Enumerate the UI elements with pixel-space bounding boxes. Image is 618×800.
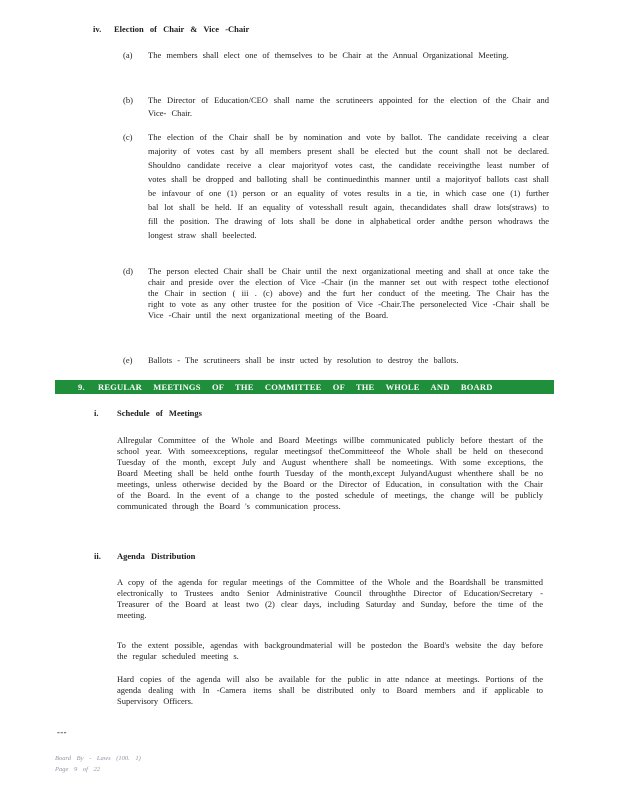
agenda-paragraph-2: To the extent possible, agendas with backgroundmaterial will be postedon the Board's website the day before the regular scheduled meeting s.: [117, 640, 543, 661]
section-iv-heading: [93, 24, 249, 34]
list-item-b-text: The Director of Education/CEO shall name the scrutineers appointed for the election of the Chair and Vice- Chair.: [148, 95, 549, 118]
section-9-header-bar: [55, 380, 554, 394]
list-item-e: [123, 355, 549, 366]
section-iv-number: iv.: [93, 24, 102, 34]
agenda-paragraph-1: A copy of the agenda for regular meetings of the Committee of the Whole and the Boardshall be transmitted electronically to Trustees andto Senior Administrative Council throughthe Director of Education/Secretary -Treasurer of the Board at least two (2) clear days, including Saturday and Sunday, before the time of the meeting.: [117, 577, 543, 620]
list-item-b-label: (b): [123, 95, 133, 105]
list-item-e-text: Ballots - The scrutineers shall be instr ucted by resolution to destroy the ballots.: [148, 355, 459, 365]
page-footer: [55, 753, 141, 775]
subsection-ii-heading: [94, 551, 195, 561]
subsection-i-title: Schedule of Meetings: [117, 408, 202, 418]
list-item-a-text: The members shall elect one of themselves to be Chair at the Annual Organizational Meeting.: [148, 50, 509, 60]
list-item-d: [123, 266, 549, 321]
list-item-c: [123, 130, 549, 242]
list-item-c-label: (c): [123, 132, 133, 142]
list-item-d-label: (d): [123, 266, 133, 276]
agenda-paragraph-3: Hard copies of the agenda will also be available for the public in atte ndance at meetings. Portions of the agenda dealing with In -Camera items shall be distributed only to Board members and if applicable to Supervisory Officers.: [117, 674, 543, 706]
subsection-ii-title: Agenda Distribution: [117, 551, 196, 561]
footer-page-ref: Page 9 of 22: [55, 766, 101, 773]
separator-dashes: ---: [57, 727, 67, 737]
section-9-number: 9.: [78, 382, 85, 392]
subsection-i-heading: [94, 408, 202, 418]
list-item-a-label: (a): [123, 50, 133, 60]
list-item-c-text: The election of the Chair shall be by nomination and vote by ballot. The candidate receiving a clear majority of votes cast by all members present shall be elected but the count shall not be declared. Shouldno candidate receive a clear majorityof votes cast, the candidate receivingthe least number of votes shall be dropped and balloting shall be continuedinthis manner until a majorityof ballots cast shall be infavour of one (1) person or an equality of votes results in a tie, in which case one (1) further bal lot shall be held. If an equality of votesshall result again, thecandidates shall draw lots(straws) to fill the position. The drawing of lots shall be done in alphabetical order andthe person whodraws the longest straw shall beelected.: [148, 132, 549, 240]
subsection-i-number: i.: [94, 408, 99, 418]
subsection-ii-number: ii.: [94, 551, 101, 561]
section-9-title: REGULAR MEETINGS OF THE COMMITTEE OF THE WHOLE AND BOARD: [98, 382, 493, 392]
schedule-paragraph: Allregular Committee of the Whole and Board Meetings willbe communicated publicly before thestart of the school year. With someexceptions, regular meetingsof theCommitteeof the Whole shall be held on thesecond Tuesday of the month, except July and August whenthere shall be nomeetings. With some exceptions, the Board Meeting shall be held onthe fourth Tuesday of the month,except JulyandAugust whenthere shall be no meetings, unless otherwise decided by the Board or the Director of Education, in consultation with the Chair of the Board. In the event of a change to the posted schedule of meetings, the change will be publicly communicated through the Board 's communication process.: [117, 435, 543, 511]
list-item-b: [123, 94, 549, 120]
section-iv-title: Election of Chair & Vice -Chair: [114, 24, 250, 34]
list-item-d-text: The person elected Chair shall be Chair until the next organizational meeting and shall at once take the chair and preside over the election of Vice -Chair (in the manner set out with respect tothe electionof the Chair in section ( iii . (c) above) and the furt her conduct of the meeting. The Chair has the right to vote as any other trustee for the position of Vice -Chair.The personelected Vice -Chair shall be Vice -Chair until the next organizational meeting of the Board.: [148, 266, 549, 320]
footer-doc-ref: Board By - Laws (100. 1): [55, 755, 141, 762]
list-item-a: [123, 49, 549, 62]
list-item-e-label: (e): [123, 355, 133, 365]
